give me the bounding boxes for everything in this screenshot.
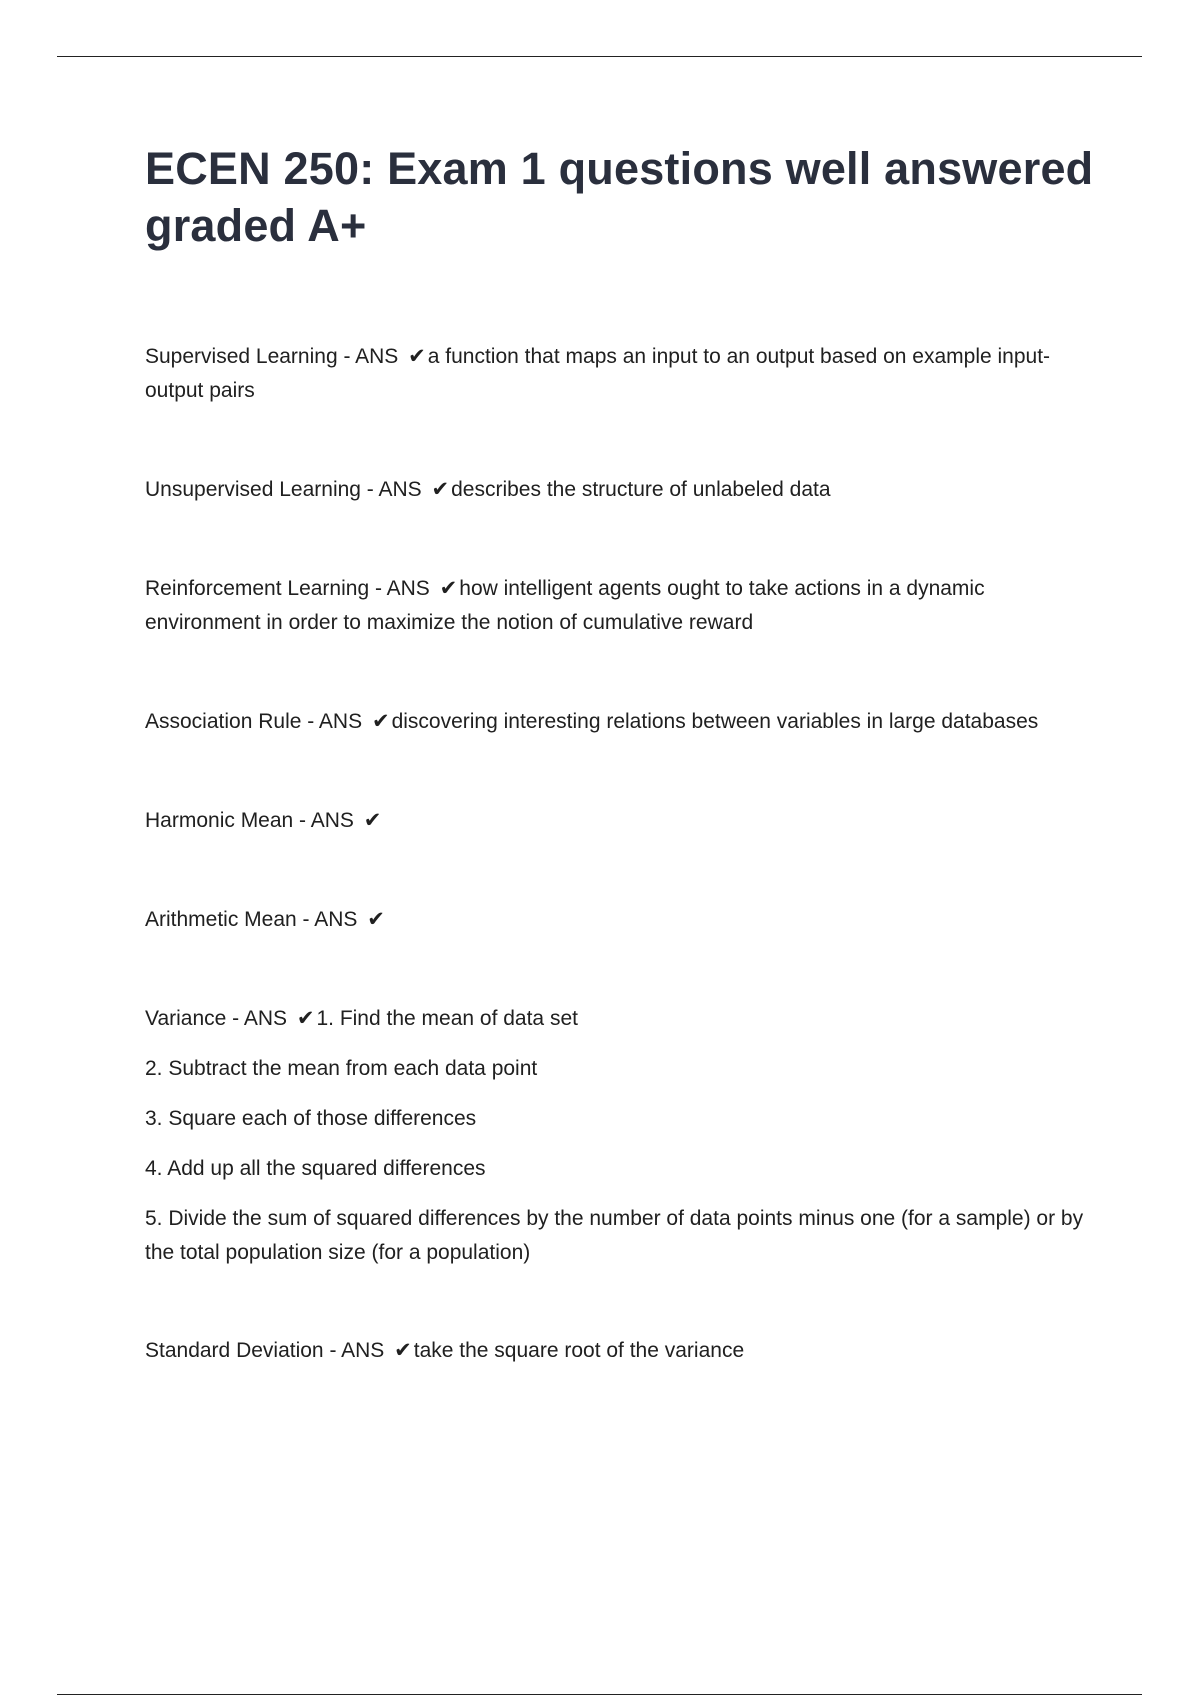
variance-steps xyxy=(145,1052,1105,1270)
qa-item-arithmetic-mean xyxy=(145,903,1105,937)
variance-step-2: 2. Subtract the mean from each data point xyxy=(145,1057,538,1080)
qa-term: Association Rule - ANS xyxy=(145,710,363,733)
check-icon: ✔ xyxy=(296,1007,315,1030)
check-icon: ✔ xyxy=(367,908,385,931)
qa-term: Reinforcement Learning - ANS xyxy=(145,577,430,600)
qa-item-variance xyxy=(145,1002,1105,1270)
variance-step-1: 1. Find the mean of data set xyxy=(316,1007,578,1030)
variance-step-4: 4. Add up all the squared differences xyxy=(145,1157,486,1180)
variance-first-line xyxy=(145,1002,1105,1036)
qa-answer: a function that maps an input to an output based on example input-output pairs xyxy=(145,345,1051,402)
check-icon: ✔ xyxy=(371,710,390,733)
qa-item-association-rule xyxy=(145,705,1105,739)
qa-answer: take the square root of the variance xyxy=(413,1339,745,1362)
qa-item-harmonic-mean xyxy=(145,804,1105,838)
check-icon: ✔ xyxy=(394,1339,412,1362)
bottom-divider xyxy=(57,1694,1142,1695)
qa-item-reinforcement-learning xyxy=(145,572,1105,640)
qa-answer: how intelligent agents ought to take actions in a dynamic environment in order to maximize the notion of cumulative reward xyxy=(145,577,985,634)
qa-term: Arithmetic Mean - ANS xyxy=(145,908,358,931)
check-icon: ✔ xyxy=(439,577,458,600)
check-icon: ✔ xyxy=(363,809,382,832)
qa-item-standard-deviation xyxy=(145,1334,1105,1368)
qa-term: Unsupervised Learning - ANS xyxy=(145,478,422,501)
qa-item-supervised-learning xyxy=(145,340,1105,408)
qa-answer: describes the structure of unlabeled data xyxy=(451,478,831,501)
qa-term: Supervised Learning - ANS xyxy=(145,345,399,368)
variance-step-3: 3. Square each of those differences xyxy=(145,1107,477,1130)
variance-step-5: 5. Divide the sum of squared differences by the number of data points minus one (for a sample) or by the total population size (for a population) xyxy=(145,1207,1084,1264)
qa-term: Harmonic Mean - ANS xyxy=(145,809,354,832)
qa-term: Standard Deviation - ANS xyxy=(145,1339,385,1362)
top-divider xyxy=(57,56,1142,57)
qa-list xyxy=(145,340,1105,1368)
qa-answer: discovering interesting relations between variables in large databases xyxy=(391,710,1039,733)
document-title: ECEN 250: Exam 1 questions well answered graded A+ xyxy=(145,143,1094,251)
document-body xyxy=(145,140,1105,1433)
qa-term: Variance - ANS xyxy=(145,1007,288,1030)
check-icon: ✔ xyxy=(408,345,426,368)
qa-item-unsupervised-learning xyxy=(145,473,1105,507)
check-icon: ✔ xyxy=(431,478,450,501)
